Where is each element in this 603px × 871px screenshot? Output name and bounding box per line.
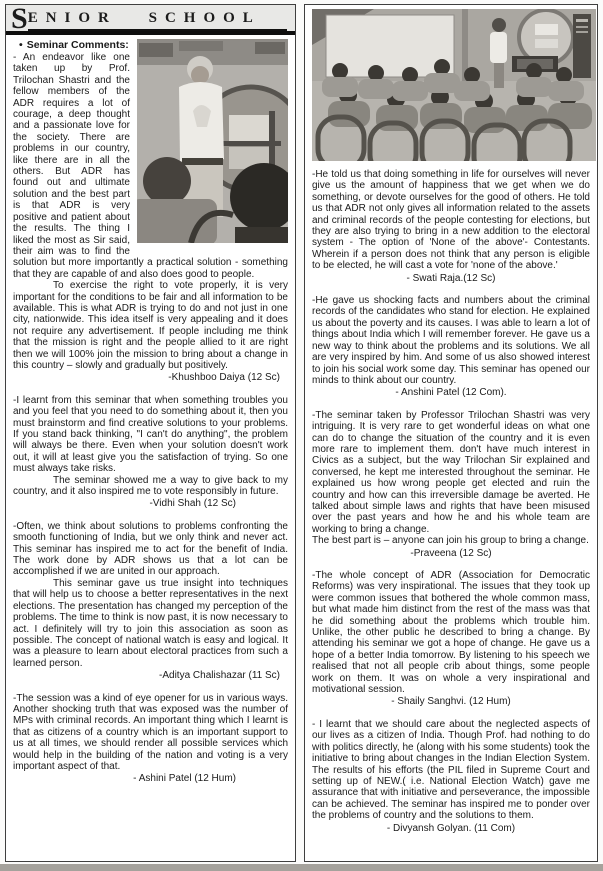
attribution: - Divyansh Golyan. (11 Com) [386, 822, 516, 834]
attribution: - Swati Raja.(12 Sc) [406, 272, 496, 284]
comment-paragraph: -The whole concept of ADR (Association for Democratic Reforms) was very inspirational. The issues that they took up were common issues that bothered the whole common mass, but what made him distinct from the rest of the mass was that he did something about the problems which trouble him. Unlike, the other public he described to bring a change. By attending his seminar we got a hope of change. He gave us a hope of a better India tomorrow. By listening to his speech we realised that not all people crib about things, some people work on them. It was on whole a very inspirational and motivational session. [312, 570, 590, 696]
header-drop-cap: S [11, 4, 28, 35]
comment-paragraph: -I learnt from this seminar that when something troubles you and you feel that you need to do something about it, then you must brainstorm and find creative solutions to your problems. If you stand back thinking, "I can't do anything", the problem will always be there. Even when your solution doesn't work out, it will at least give you the satisfaction of trying. So one must always take risks. [13, 394, 288, 475]
speaker-photo-illustration [137, 39, 288, 243]
attribution: -Vidhi Shah (12 Sc) [149, 498, 236, 510]
speaker-photo [137, 39, 288, 243]
classroom-photo [312, 9, 596, 161]
attribution: -Khushboo Daiya (12 Sc) [168, 372, 280, 384]
comment-paragraph: - An endeavor like one taken up by Prof. Trilochan Shastri and the fellow members of the ADR requires a lot of courage, a deep thought and a passionate love for the society. There are problems in our country, like there are in all the others. But ADR has found out and ultimate solution and the best part is that ADR is very positive and patient about the results. The thing I liked the most as Sir said, their aim was to find the solution but more importantly a practical solution - something that they are capable of and also does good to people. [13, 52, 288, 280]
comment-paragraph: -The session was a kind of eye opener for us in various ways. Another shocking truth that was exposed was the number of MPs with criminal records. An important thing which I learnt is that as citizens of a country which is an important support to us at all times, we should render all possible services which would help in the building of the nation and voting is a very important aspect of that. [13, 692, 288, 772]
comment-paragraph: - I learnt that we should care about the neglected aspects of our lives as a citizen of India. Though Prof. had nothing to do with politics directly, he (along with his some students) took the initiative to bring about changes in the Indian Election System. The results of his efforts (the PIL filed in Supreme Court and setting up of NEW.( i.e. National Election Watch) gave me assurance that with initiative and perseverance, the impossible can be achieved. The seminar has inspired me to ponder over the problems of country and the solutions to them. [312, 718, 590, 822]
section-title: ENIOR SCHOOL [28, 11, 287, 31]
comment-paragraph: -He gave us shocking facts and numbers about the criminal records of the candidates who stand for election. He explained us about the poverty and its causes. I was able to learn a lot of things about India which I will remember forever. He gave us a new way to think about the problems and its solutions. We all are very inspired by him. And some of us also showed interest to join his social work some day. This seminar has opened our minds to think about our country. [312, 295, 590, 386]
comment-paragraph: -The seminar taken by Professor Trilochan Shastri was very intriguing. It is very rare to get wonderful ideas on what one can do to change the situation of the country and it is even more rare to implement them. don't have much interest in Civics as a subject, but the way Trilochan Sir explained and conversed, he kept me interested throughout the seminar. He explained us how wrong people get elected and ruin the country and how can this irreversible damage be averted. He talked about simple laws and rights that have been misused over the past years and how he and his whole team are working to bring a change. [312, 409, 590, 535]
classroom-photo-illustration [312, 9, 596, 161]
comment-paragraph: The best part is – anyone can join his group to bring a change. [312, 535, 589, 547]
seminar-comments-label: Seminar Comments: [26, 39, 129, 51]
comment-paragraph: This seminar gave us true insight into techniques that will help us to choose a better representatives in the next elections. The presentation has changed my perception of the problems. The time to think is now past, it is now necessary to act. I definitely will try to join this association as soon as possible. The concept of national watch is easy and logical. It was a pleasure to learn about electoral practices from such a learned person. [13, 577, 288, 669]
attribution: - Ashini Patel (12 Hum) [133, 773, 236, 785]
comment-paragraph: -Often, we think about solutions to problems confronting the smooth functioning of India, but we only think and never act. This seminar has inspired me to act for the benefit of India. The work done by ADR shows us that a lot can be accomplished if we are united in our approach. [13, 520, 288, 578]
comment-paragraph: -He told us that doing something in life for ourselves will never give us the amount of happiness that we get when we do something, or devote ourselves for the good of others. He told us that ADR not only gives all information related to the assets and criminal records of the people contesting for elections, but they are also trying to bring in a new addition to the electoral system - The option of 'None of the above'- Contestants. Wherein if a person does not think that any person is eligible to be elected, he will cast a vote for 'none of the above.' [312, 169, 590, 272]
left-column-body [6, 35, 295, 785]
right-column-body [305, 9, 597, 834]
comment-paragraph: The seminar showed me a way to give back to my country, and it also inspired me to vote responsibly in future. [13, 474, 288, 498]
attribution: - Anshini Patel (12 Com). [395, 387, 507, 399]
comment-paragraph: To exercise the right to vote properly, it is very important for the conditions to be fair and all information to be available. This is what ADR is trying to do and not just in one city, nationwide. This idea itself is very appealing and it does not require any advertisement. If people including me think that the mission is right and the people allied to it are right then we will 100% join the mission to bring about a change in this country – slowly and gradually but positively. [13, 280, 288, 371]
attribution: -Aditya Chalishazar (11 Sc) [159, 670, 280, 682]
left-column [5, 4, 296, 862]
section-header [6, 5, 295, 35]
bullet-icon: • [19, 39, 23, 51]
right-comments-list [312, 169, 590, 834]
attribution: - Shaily Sanghvi. (12 Hum) [391, 696, 511, 708]
right-column [304, 4, 598, 862]
attribution: -Praveena (12 Sc) [410, 547, 492, 559]
page-bottom-bar [0, 864, 603, 871]
